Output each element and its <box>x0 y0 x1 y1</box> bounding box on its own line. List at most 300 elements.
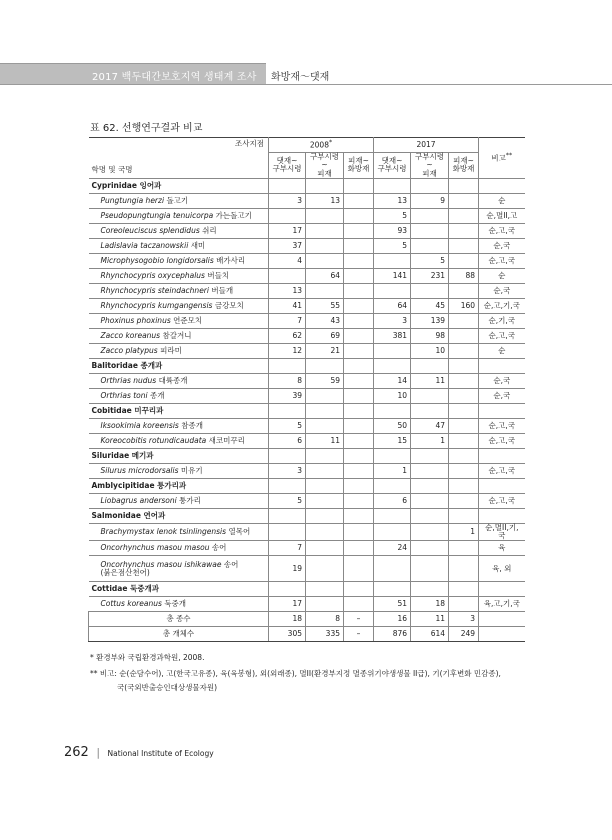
empty-cell <box>269 403 306 418</box>
count-cell: 381 <box>374 328 411 343</box>
count-cell <box>306 556 344 582</box>
count-cell <box>449 597 479 612</box>
empty-cell <box>374 582 411 597</box>
scientific-name: Orthrias toni <box>100 390 148 400</box>
count-cell <box>344 418 374 433</box>
species-row <box>89 388 525 403</box>
count-cell: 160 <box>449 298 479 313</box>
korean-name: 미유기 <box>180 465 203 475</box>
species-row <box>89 298 525 313</box>
count-cell: 305 <box>269 627 306 642</box>
count-cell: 141 <box>374 268 411 283</box>
site-header: 피재~ 화방재 <box>449 153 479 179</box>
empty-cell <box>449 582 479 597</box>
count-cell: 5 <box>374 238 411 253</box>
count-cell: 6 <box>374 493 411 508</box>
species-row <box>89 433 525 448</box>
count-cell <box>344 373 374 388</box>
species-row <box>89 313 525 328</box>
species-row <box>89 208 525 223</box>
species-name <box>89 433 269 448</box>
empty-cell <box>344 358 374 373</box>
count-cell <box>411 541 449 556</box>
header-title-box <box>0 63 266 85</box>
empty-cell <box>374 448 411 463</box>
empty-cell <box>411 448 449 463</box>
count-cell <box>344 223 374 238</box>
count-cell: 9 <box>411 193 449 208</box>
count-cell: 3 <box>269 463 306 478</box>
species-name <box>89 597 269 612</box>
korean-name: 금강모치 <box>214 300 244 310</box>
count-cell <box>269 208 306 223</box>
count-cell <box>449 238 479 253</box>
korean-name: 열목어 <box>228 526 251 536</box>
species-row <box>89 328 525 343</box>
count-cell: 64 <box>374 298 411 313</box>
empty-cell <box>411 358 449 373</box>
scientific-name: Pungtungia herzi <box>100 195 165 205</box>
count-cell <box>344 253 374 268</box>
empty-cell <box>306 403 344 418</box>
count-cell: 50 <box>374 418 411 433</box>
count-cell <box>411 208 449 223</box>
header-section: 화방재～댓재 <box>271 72 330 83</box>
korean-name: 버들치 <box>207 270 230 280</box>
count-cell: – <box>344 612 374 627</box>
count-cell <box>449 388 479 403</box>
scientific-name: Phoxinus phoxinus <box>100 315 171 325</box>
count-cell <box>344 268 374 283</box>
korean-name: 연준모치 <box>173 315 203 325</box>
species-name <box>89 328 269 343</box>
empty-cell <box>449 508 479 523</box>
empty-cell <box>306 178 344 193</box>
empty-cell <box>449 448 479 463</box>
empty-cell <box>344 403 374 418</box>
table-caption: 표 62. 선행연구결과 비교 <box>90 123 203 134</box>
family-row <box>89 403 525 418</box>
count-cell <box>306 418 344 433</box>
empty-cell <box>306 478 344 493</box>
count-cell <box>449 418 479 433</box>
count-cell <box>411 388 449 403</box>
count-cell <box>449 541 479 556</box>
count-cell: 13 <box>269 283 306 298</box>
empty-cell <box>411 478 449 493</box>
remark-cell: 순,국 <box>479 388 525 403</box>
count-cell: 21 <box>306 343 344 358</box>
empty-cell <box>449 403 479 418</box>
empty-cell <box>479 403 525 418</box>
species-row <box>89 541 525 556</box>
empty-cell <box>344 478 374 493</box>
count-cell <box>306 541 344 556</box>
count-cell: 17 <box>269 597 306 612</box>
count-cell <box>449 208 479 223</box>
empty-cell <box>479 448 525 463</box>
korean-name: 쉬리 <box>202 225 217 235</box>
empty-cell <box>269 448 306 463</box>
year-2008-label: 2008 <box>309 140 329 150</box>
scientific-name: Cottus koreanus <box>100 599 162 609</box>
count-cell: 88 <box>449 268 479 283</box>
empty-cell <box>269 508 306 523</box>
empty-cell <box>269 358 306 373</box>
count-cell: 335 <box>306 627 344 642</box>
count-cell <box>344 208 374 223</box>
remark-cell: 순,기,국 <box>479 313 525 328</box>
species-name <box>89 556 269 582</box>
count-cell: 11 <box>306 433 344 448</box>
count-cell: 64 <box>306 268 344 283</box>
count-cell <box>344 298 374 313</box>
remark-cell: 육,고,기,국 <box>479 597 525 612</box>
comparison-table <box>88 137 525 642</box>
family-row <box>89 178 525 193</box>
count-cell <box>344 541 374 556</box>
count-cell <box>411 493 449 508</box>
count-cell <box>269 523 306 541</box>
scientific-name: Zacco koreanus <box>100 330 161 340</box>
scientific-name: Oncorhynchus masou masou <box>100 543 210 553</box>
count-cell <box>344 193 374 208</box>
species-row <box>89 223 525 238</box>
count-cell: 5 <box>374 208 411 223</box>
count-cell: 5 <box>269 493 306 508</box>
count-cell <box>411 223 449 238</box>
family-name: Cobitidae 미꾸리과 <box>89 403 269 418</box>
count-cell <box>449 463 479 478</box>
count-cell: 47 <box>411 418 449 433</box>
empty-cell <box>306 448 344 463</box>
count-cell: 69 <box>306 328 344 343</box>
korean-name: 가는돌고기 <box>215 210 252 220</box>
species-row <box>89 373 525 388</box>
count-cell <box>344 328 374 343</box>
count-cell: 41 <box>269 298 306 313</box>
remark-label: 비고 <box>491 153 506 163</box>
empty-cell <box>449 358 479 373</box>
remark-cell: 순 <box>479 343 525 358</box>
species-row <box>89 253 525 268</box>
remark-cell: 순,국 <box>479 238 525 253</box>
species-name <box>89 343 269 358</box>
remark-cell: 순,멸II,기,국 <box>479 523 525 541</box>
species-row <box>89 493 525 508</box>
year-2008-mark: * <box>328 139 333 147</box>
empty-cell <box>479 508 525 523</box>
empty-cell <box>344 178 374 193</box>
family-row <box>89 508 525 523</box>
korean-name: 참갈겨니 <box>162 330 192 340</box>
count-cell <box>306 238 344 253</box>
species-name <box>89 373 269 388</box>
scientific-name: Liobagrus andersoni <box>100 495 177 505</box>
count-cell: 11 <box>411 612 449 627</box>
species-name <box>89 253 269 268</box>
remark-cell: 순,고,국 <box>479 328 525 343</box>
count-cell <box>374 343 411 358</box>
species-name <box>89 283 269 298</box>
species-name <box>89 313 269 328</box>
species-row <box>89 463 525 478</box>
count-cell: 13 <box>306 193 344 208</box>
empty-cell <box>344 448 374 463</box>
count-cell: 17 <box>269 223 306 238</box>
empty-cell <box>449 178 479 193</box>
species-row <box>89 193 525 208</box>
count-cell <box>449 328 479 343</box>
empty-cell <box>269 582 306 597</box>
remark-cell: 순,고,국 <box>479 433 525 448</box>
count-cell <box>374 283 411 298</box>
count-cell <box>306 597 344 612</box>
remark-header <box>479 138 525 179</box>
count-cell: 14 <box>374 373 411 388</box>
family-name: Siluridae 메기과 <box>89 448 269 463</box>
count-cell <box>449 373 479 388</box>
empty-cell <box>306 508 344 523</box>
total-row <box>89 612 525 627</box>
count-cell <box>344 388 374 403</box>
empty-cell <box>374 358 411 373</box>
empty-cell <box>269 178 306 193</box>
count-cell: 55 <box>306 298 344 313</box>
count-cell <box>374 253 411 268</box>
count-cell <box>374 556 411 582</box>
count-cell <box>449 556 479 582</box>
remark-cell: 순,고,국 <box>479 463 525 478</box>
count-cell: 231 <box>411 268 449 283</box>
remark-mark: ** <box>505 152 513 159</box>
count-cell: 6 <box>269 433 306 448</box>
total-label: 총 종수 <box>89 612 269 627</box>
count-cell <box>344 313 374 328</box>
count-cell <box>306 523 344 541</box>
count-cell: 98 <box>411 328 449 343</box>
count-cell: 10 <box>374 388 411 403</box>
count-cell: 8 <box>269 373 306 388</box>
species-name <box>89 493 269 508</box>
remark-cell: 육, 외 <box>479 556 525 582</box>
empty-cell <box>374 178 411 193</box>
empty-cell <box>411 178 449 193</box>
remark-cell: 순,고,국 <box>479 493 525 508</box>
count-cell: 1 <box>411 433 449 448</box>
count-cell: 7 <box>269 541 306 556</box>
species-row <box>89 343 525 358</box>
count-cell: 51 <box>374 597 411 612</box>
remark-cell <box>479 612 525 627</box>
species-name <box>89 193 269 208</box>
count-cell: 24 <box>374 541 411 556</box>
count-cell: 43 <box>306 313 344 328</box>
count-cell: 3 <box>374 313 411 328</box>
korean-name: 새코미꾸리 <box>208 435 245 445</box>
count-cell <box>306 253 344 268</box>
species-name <box>89 418 269 433</box>
korean-name: 종개 <box>150 390 165 400</box>
total-row <box>89 627 525 642</box>
korean-name: 송어 <box>211 543 227 553</box>
count-cell <box>306 463 344 478</box>
count-cell: 45 <box>411 298 449 313</box>
empty-cell <box>479 358 525 373</box>
scientific-name: Coreoleuciscus splendidus <box>100 225 200 235</box>
empty-cell <box>344 582 374 597</box>
count-cell: 39 <box>269 388 306 403</box>
species-row <box>89 523 525 541</box>
count-cell <box>306 223 344 238</box>
korean-name-sub: (붉은점산천어) <box>100 567 150 577</box>
count-cell <box>306 493 344 508</box>
empty-cell <box>269 478 306 493</box>
remark-cell: 순,멸II,고 <box>479 208 525 223</box>
korean-name: 버들개 <box>211 285 234 295</box>
count-cell <box>449 433 479 448</box>
empty-cell <box>374 478 411 493</box>
footnote-legend: ** 비고: 순(순담수어), 고(한국고유종), 육(육봉형), 외(외래종), 멸II(환경부지정 멸종위기야생생물 II급), 기(기후변화 민감종), <box>90 669 501 678</box>
empty-cell <box>374 508 411 523</box>
footnote-source: * 환경부와 국립환경과학원, 2008. <box>90 653 205 662</box>
remark-cell: 순,고,기,국 <box>479 298 525 313</box>
family-name: Salmonidae 연어과 <box>89 508 269 523</box>
korean-name: 새미 <box>190 240 206 250</box>
species-row <box>89 597 525 612</box>
scientific-name: Ladislavia taczanowskii <box>100 240 189 250</box>
family-name: Amblycipitidae 퉁가리과 <box>89 478 269 493</box>
count-cell <box>306 208 344 223</box>
count-cell <box>344 523 374 541</box>
family-name: Cyprinidae 잉어과 <box>89 178 269 193</box>
count-cell <box>449 193 479 208</box>
site-header: 구부시령~ 피재 <box>411 153 449 179</box>
count-cell <box>411 556 449 582</box>
footer-separator: | <box>96 746 101 759</box>
count-cell <box>449 283 479 298</box>
header-title: 2017 백두대간보호지역 생태계 조사 <box>92 72 257 83</box>
species-row <box>89 556 525 582</box>
family-row <box>89 448 525 463</box>
count-cell: 11 <box>411 373 449 388</box>
empty-cell <box>479 178 525 193</box>
count-cell: 3 <box>269 193 306 208</box>
count-cell: 19 <box>269 556 306 582</box>
species-name <box>89 388 269 403</box>
korean-name: 퉁가리 <box>179 495 201 505</box>
year-2008-header <box>269 138 374 153</box>
page-footer <box>64 745 214 760</box>
species-row <box>89 238 525 253</box>
institute-name: National Institute of Ecology <box>107 749 214 758</box>
count-cell <box>374 523 411 541</box>
year-2017-header: 2017 <box>374 138 479 153</box>
count-cell: 614 <box>411 627 449 642</box>
scientific-name: Rhynchocypris steindachneri <box>100 285 209 295</box>
count-cell: 37 <box>269 238 306 253</box>
empty-cell <box>411 403 449 418</box>
korean-name: 송어 <box>223 559 239 569</box>
family-row <box>89 582 525 597</box>
corner-top-label: 조사지점 <box>235 139 264 148</box>
count-cell <box>344 238 374 253</box>
species-row <box>89 268 525 283</box>
count-cell <box>344 463 374 478</box>
remark-cell: 육 <box>479 541 525 556</box>
count-cell: 93 <box>374 223 411 238</box>
scientific-name: Zacco platypus <box>100 345 158 355</box>
count-cell: 7 <box>269 313 306 328</box>
count-cell: 4 <box>269 253 306 268</box>
corner-cell <box>89 138 269 179</box>
species-name <box>89 223 269 238</box>
remark-cell: 순 <box>479 268 525 283</box>
count-cell: 5 <box>269 418 306 433</box>
count-cell <box>306 283 344 298</box>
scientific-name: Oncorhynchus masou ishikawae <box>100 559 222 569</box>
scientific-name: Brachymystax lenok tsinlingensis <box>100 526 227 536</box>
count-cell: 59 <box>306 373 344 388</box>
count-cell <box>344 556 374 582</box>
count-cell <box>411 283 449 298</box>
table-header <box>89 138 525 179</box>
scientific-name: Orthrias nudus <box>100 375 157 385</box>
family-row <box>89 478 525 493</box>
species-name <box>89 268 269 283</box>
species-name <box>89 208 269 223</box>
family-name: Balitoridae 종개과 <box>89 358 269 373</box>
count-cell <box>306 388 344 403</box>
scientific-name: Microphysogobio longidorsalis <box>100 255 214 265</box>
remark-cell: 순,국 <box>479 373 525 388</box>
count-cell: 62 <box>269 328 306 343</box>
count-cell <box>344 597 374 612</box>
scientific-name: Iksookimia koreensis <box>100 420 179 430</box>
count-cell: 5 <box>411 253 449 268</box>
site-header: 피재~ 화방재 <box>344 153 374 179</box>
count-cell: 876 <box>374 627 411 642</box>
count-cell <box>344 493 374 508</box>
scientific-name: Rhynchocypris oxycephalus <box>100 270 205 280</box>
korean-name: 참종개 <box>181 420 203 430</box>
empty-cell <box>374 403 411 418</box>
remark-cell: 순,고,국 <box>479 418 525 433</box>
remark-cell: 순,고,국 <box>479 223 525 238</box>
species-row <box>89 283 525 298</box>
count-cell: 1 <box>374 463 411 478</box>
scientific-name: Silurus microdorsalis <box>100 465 179 475</box>
species-name <box>89 541 269 556</box>
empty-cell <box>479 582 525 597</box>
total-label: 총 개체수 <box>89 627 269 642</box>
empty-cell <box>479 478 525 493</box>
count-cell: 16 <box>374 612 411 627</box>
count-cell <box>411 463 449 478</box>
species-name <box>89 238 269 253</box>
count-cell <box>411 238 449 253</box>
scientific-name: Pseudopungtungia tenuicorpa <box>100 210 214 220</box>
site-header: 댓재~ 구부시령 <box>374 153 411 179</box>
count-cell <box>449 493 479 508</box>
scientific-name: Rhynchocypris kumgangensis <box>100 300 213 310</box>
count-cell: 12 <box>269 343 306 358</box>
count-cell: 249 <box>449 627 479 642</box>
empty-cell <box>411 508 449 523</box>
page-number: 262 <box>64 745 89 760</box>
remark-cell <box>479 627 525 642</box>
count-cell <box>449 223 479 238</box>
